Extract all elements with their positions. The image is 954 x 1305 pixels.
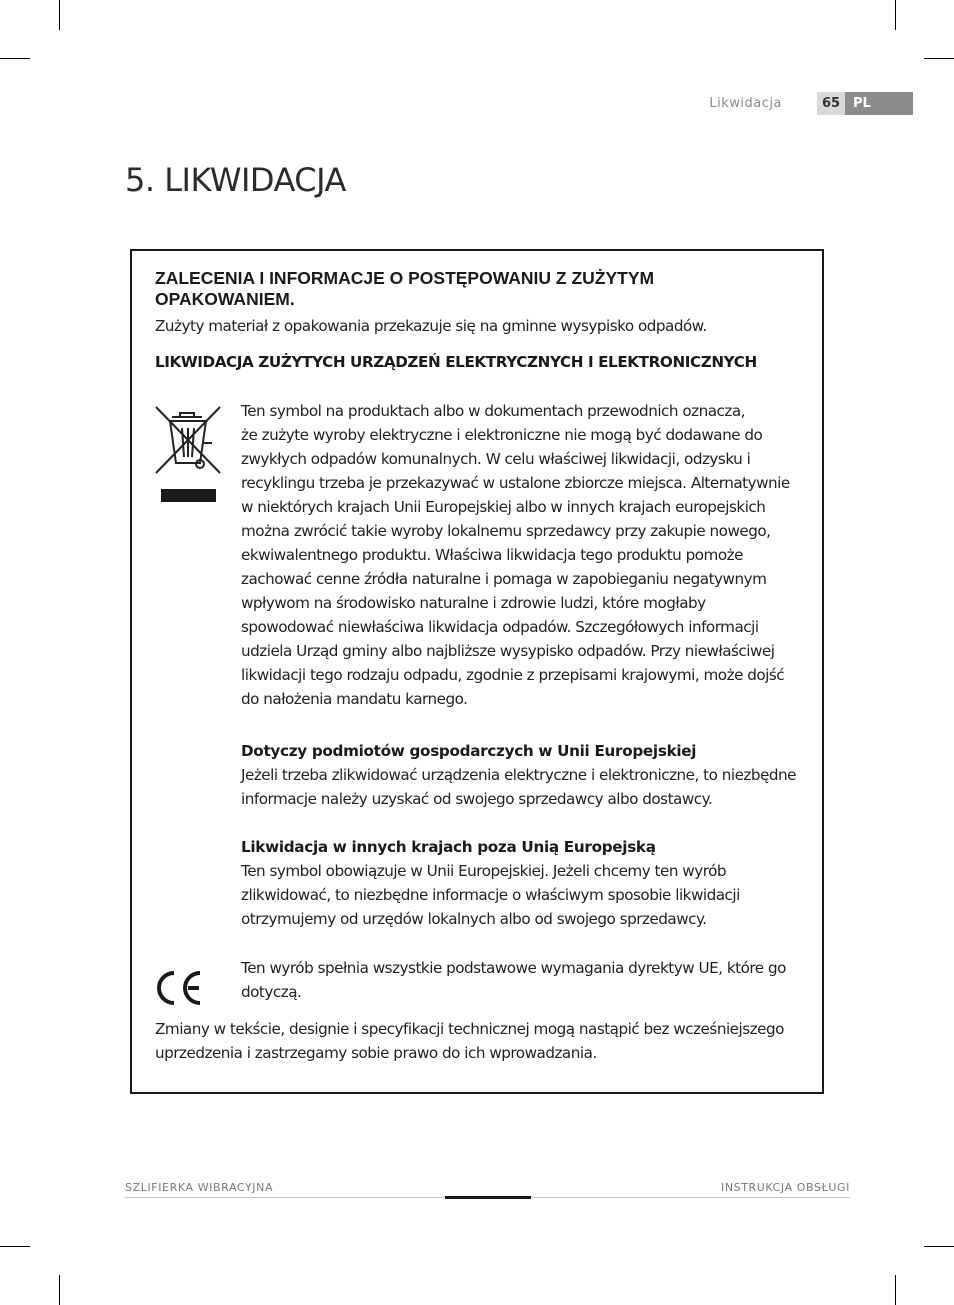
weee-heading: LIKWIDACJA ZUŻYTYCH URZĄDZEŃ ELEKTRYCZNYCH I ELEKTRONICZNYCH: [155, 353, 757, 371]
crop-mark: [924, 1246, 954, 1247]
ce-paragraph: Ten wyrób spełnia wszystkie podstawowe wymagania dyrektyw UE, które go dotyczą.: [241, 959, 786, 1001]
footer-marker: [445, 1196, 531, 1199]
crop-mark: [0, 1246, 30, 1247]
crossed-out-wheelie-bin-icon: [150, 403, 226, 509]
eu-business-heading: Dotyczy podmiotów gospodarczych w Unii Europejskiej: [241, 742, 697, 760]
page-title: 5. LIKWIDACJA: [125, 161, 346, 199]
packaging-heading: ZALECENIA I INFORMACJE O POSTĘPOWANIU Z ZUŻYTYM OPAKOWANIEM.: [155, 268, 655, 309]
running-header-section: Likwidacja: [709, 96, 782, 111]
crop-mark: [59, 0, 60, 30]
non-eu-paragraph: Ten symbol obowiązuje w Unii Europejskiej. Jeżeli chcemy ten wyrób zlikwidować, to niezbędne informacje o właściwym sposobie likwidacji otrzymujemy od urzędów lokalnych albo od swojego sprzedawcy.: [241, 862, 740, 928]
language-badge: PL: [845, 92, 913, 115]
crop-mark: [895, 1275, 896, 1305]
page-number: 65: [817, 92, 845, 115]
crop-mark: [895, 0, 896, 30]
weee-paragraph: Ten symbol na produktach albo w dokumentach przewodnich oznacza, że zużyte wyroby elektryczne i elektroniczne nie mogą być dodawane do zwykłych odpadów komunalnych. W celu właściwej likwidacji, odzysku i recyklingu trzeba je przekazywać w ustalone zbiorcze miejsca. Alternatywnie w niektórych krajach Unii Europejskiej albo w innych krajach europejskich można zwrócić takie wyroby lokalnemu sprzedawcy przy zakupie nowego, ekwiwalentnego produktu. Właściwa likwidacja tego produktu pomoże zachować cenne źródła naturalne i pomaga w zapobieganiu negatywnym wpływom na środowisko naturalne i zdrowie ludzi, które mogłaby spowodować niewłaściwa likwidacja odpadów. Szczegółowych informacji udziela Urząd gminy albo najbliższe wysypisko odpadów. Przy niewłaściwej likwidacji tego rodzaju odpadu, zgodnie z przepisami krajowymi, może dojść do nałożenia mandatu karnego.: [241, 402, 790, 708]
crop-mark: [59, 1275, 60, 1305]
crop-mark: [0, 58, 30, 59]
footer-document-type: INSTRUKCJA OBSŁUGI: [720, 1181, 850, 1194]
crop-mark: [924, 58, 954, 59]
packaging-text: Zużyty materiał z opakowania przekazuje się na gminne wysypisko odpadów.: [155, 317, 707, 335]
non-eu-heading: Likwidacja w innych krajach poza Unią Europejską: [241, 838, 656, 856]
eu-business-paragraph: Jeżeli trzeba zlikwidować urządzenia elektryczne i elektroniczne, to niezbędne informacje należy uzyskać od swojego sprzedawcy albo dostawcy.: [241, 766, 797, 808]
footer-product-name: SZLIFIERKA WIBRACYJNA: [125, 1181, 274, 1194]
changes-note: Zmiany w tekście, designie i specyfikacji technicznej mogą nastąpić bez wcześniejszego uprzedzenia i zastrzegamy sobie prawo do ich wprowadzania.: [155, 1020, 784, 1062]
ce-mark-icon: [154, 970, 204, 1010]
